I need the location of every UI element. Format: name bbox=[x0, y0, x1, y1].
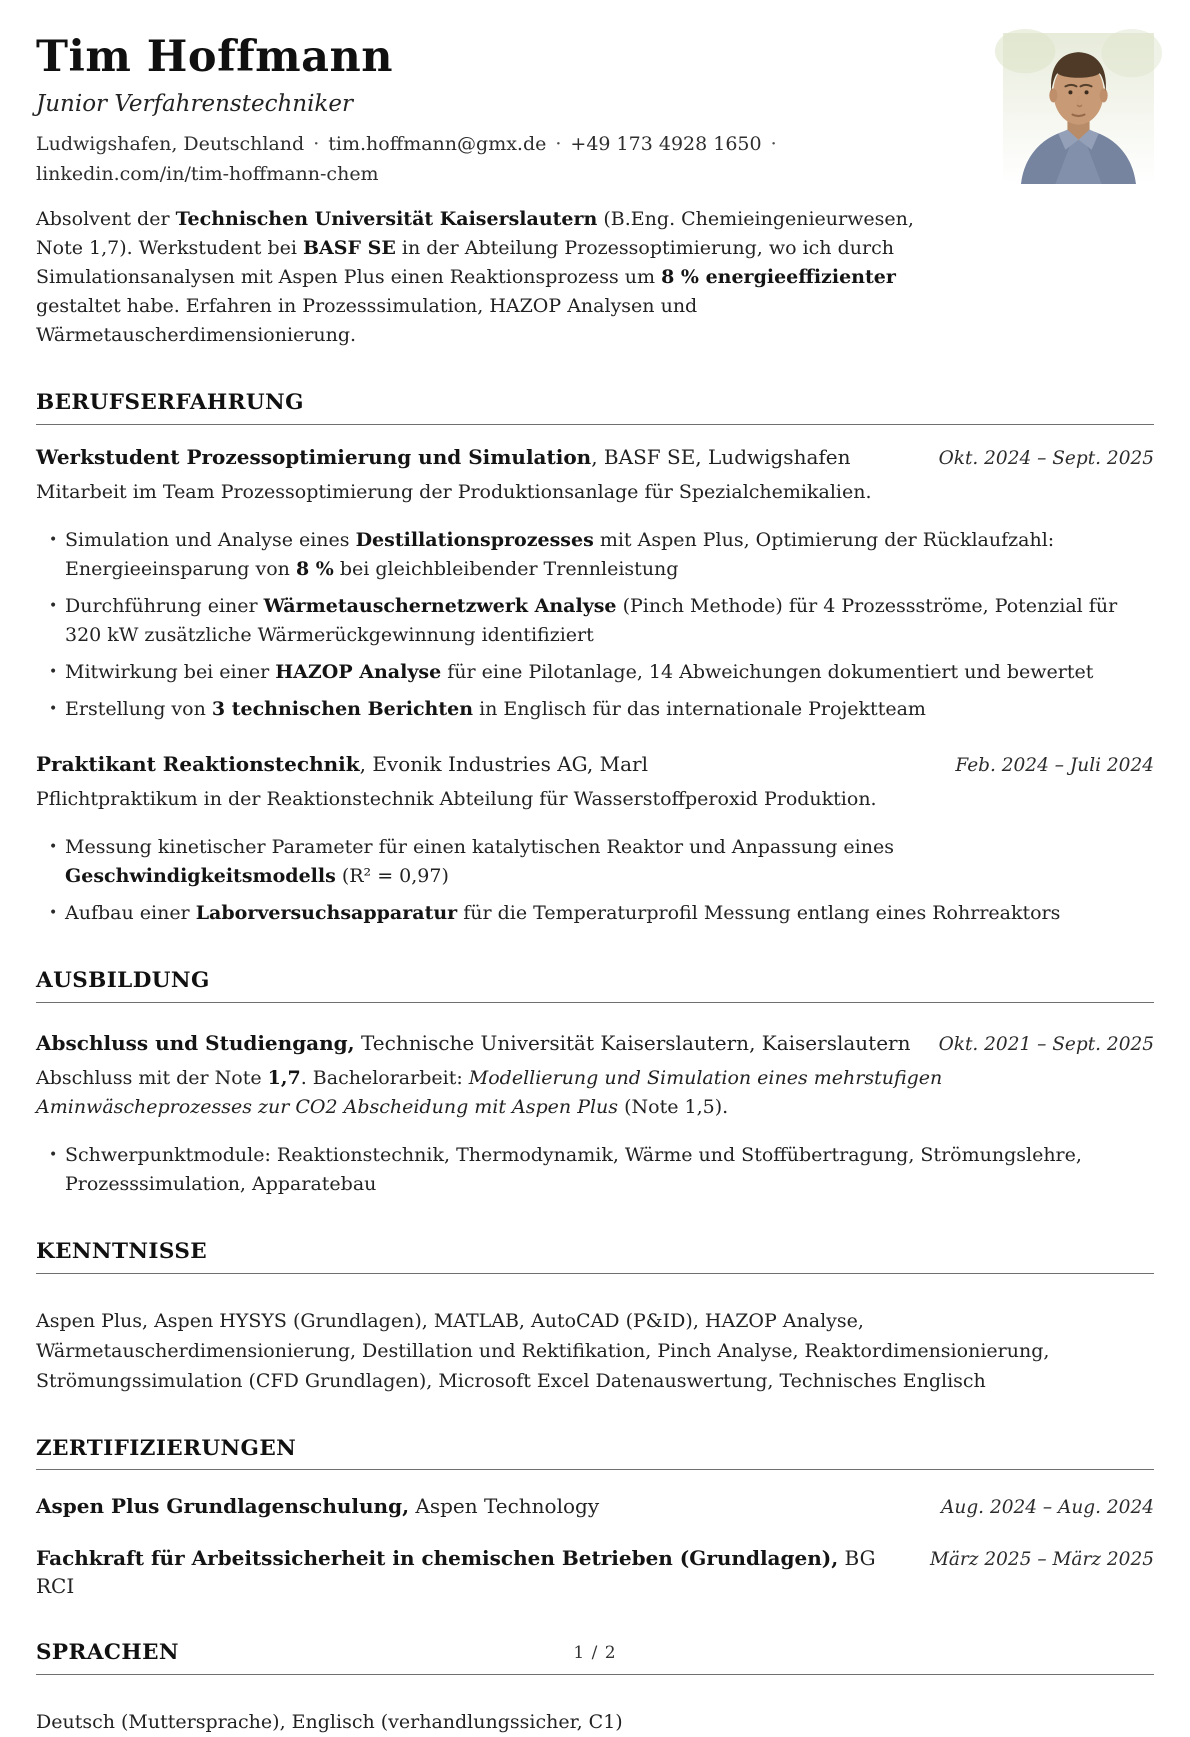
bullet-item: • Mitwirkung bei einer HAZOP Analyse für eine Pilotanlage, 14 Abweichungen dokumentiert und bewertet bbox=[36, 658, 1154, 687]
experience-entry bbox=[36, 443, 1154, 724]
section-heading-experience: BERUFSERFAHRUNG bbox=[36, 390, 304, 416]
bullet-list bbox=[36, 526, 1154, 724]
entry-title: Fachkraft für Arbeitssicherheit in chemischen Betrieben (Grundlagen), BG RCI bbox=[36, 1546, 876, 1599]
contact-separator: · bbox=[770, 133, 777, 156]
entry-head bbox=[36, 750, 1154, 778]
bullet-list bbox=[36, 833, 1154, 928]
section-divider bbox=[36, 1273, 1154, 1274]
contact-location: Ludwigshafen, Deutschland bbox=[36, 133, 305, 156]
entry-summary: Mitarbeit im Team Prozessoptimierung der Produktionsanlage für Spezialchemikalien. bbox=[36, 481, 872, 504]
portrait-illustration bbox=[1003, 33, 1154, 184]
entry-title: Werkstudent Prozessoptimierung und Simulation, BASF SE, Ludwigshafen bbox=[36, 445, 851, 470]
entry-date: Okt. 2024 – Sept. 2025 bbox=[938, 448, 1154, 470]
section-divider bbox=[36, 1002, 1154, 1003]
candidate-name: Tim Hoffmann bbox=[36, 32, 393, 82]
bullet-item: • Messung kinetischer Parameter für einen katalytischen Reaktor und Anpassung eines Geschwindigkeitsmodells (R² = 0,97) bbox=[36, 833, 1154, 891]
languages-text: Deutsch (Muttersprache), Englisch (verhandlungssicher, C1) bbox=[36, 1711, 623, 1734]
entry-head bbox=[36, 1029, 1154, 1057]
bullet-list bbox=[36, 1141, 1154, 1199]
contact-email: tim.hoffmann@gmx.de bbox=[328, 133, 547, 156]
bullet-item: • Simulation und Analyse eines Destillationsprozesses mit Aspen Plus, Optimierung der Rücklaufzahl: Energieeinsparung von 8 % bei gleichbleibender Trennleistung bbox=[36, 526, 1154, 584]
bullet-item: • Aufbau einer Laborversuchsapparatur für die Temperaturprofil Messung entlang eines Rohrreaktors bbox=[36, 899, 1154, 928]
page-number: 1 / 2 bbox=[573, 1643, 617, 1663]
entry-head bbox=[36, 1492, 1154, 1520]
section-heading-education: AUSBILDUNG bbox=[36, 968, 210, 994]
bullet-item: • Schwerpunktmodule: Reaktionstechnik, Thermodynamik, Wärme und Stoffübertragung, Strömungslehre, Prozesssimulation, Apparatebau bbox=[36, 1141, 1154, 1199]
entry-date: Feb. 2024 – Juli 2024 bbox=[955, 755, 1154, 777]
contact-line-1 bbox=[36, 129, 983, 159]
section-education bbox=[36, 968, 1154, 1199]
section-divider bbox=[36, 1674, 1154, 1675]
candidate-title: Junior Verfahrenstechniker bbox=[36, 91, 353, 118]
bullet-item: • Erstellung von 3 technischen Berichten in Englisch für das internationale Projektteam bbox=[36, 695, 1154, 724]
entry-date: Okt. 2021 – Sept. 2025 bbox=[938, 1033, 1154, 1055]
certification-entry bbox=[36, 1492, 1154, 1520]
profile-photo bbox=[1003, 33, 1154, 184]
entry-title: Praktikant Reaktionstechnik, Evonik Industries AG, Marl bbox=[36, 752, 648, 777]
bullet-item: • Durchführung einer Wärmetauschernetzwerk Analyse (Pinch Methode) für 4 Prozessströme, Potenzial für 320 kW zusätzliche Wärmerückgewinnung identifiziert bbox=[36, 592, 1154, 650]
section-certifications bbox=[36, 1436, 1154, 1601]
section-heading-certifications: ZERTIFIZIERUNGEN bbox=[36, 1435, 297, 1461]
experience-entry bbox=[36, 750, 1154, 928]
entry-title: Aspen Plus Grundlagenschulung, Aspen Technology bbox=[36, 1494, 600, 1519]
education-entry bbox=[36, 1029, 1154, 1199]
contact-separator: · bbox=[313, 133, 320, 156]
profile-summary: Absolvent der Technischen Universität Kaiserslautern (B.Eng. Chemieingenieurwesen, Note 1,7). Werkstudent bei BASF SE in der Abteilung Prozessoptimierung, wo ich durch Simulationsanalysen mit Aspen Plus einen Reaktionsprozess um 8 % energieeffizienter gestaltet habe. Erfahren in Prozesssimulation, HAZOP Analysen und Wärmetauscherdimensionierung. bbox=[36, 208, 914, 347]
header bbox=[36, 26, 1154, 189]
contact-linkedin: linkedin.com/in/tim-hoffmann-chem bbox=[36, 163, 379, 186]
section-skills bbox=[36, 1239, 1154, 1396]
header-identity bbox=[36, 26, 1003, 189]
skills-text: Aspen Plus, Aspen HYSYS (Grundlagen), MATLAB, AutoCAD (P&ID), HAZOP Analyse, Wärmetauscherdimensionierung, Destillation und Rektifikation, Pinch Analyse, Reaktordimensionierung, Strömungssimulation (CFD Grundlagen), Microsoft Excel Datenauswertung, Technisches Englisch bbox=[36, 1309, 1050, 1392]
section-divider bbox=[36, 1469, 1154, 1470]
section-experience bbox=[36, 390, 1154, 928]
contact-line-2 bbox=[36, 159, 983, 189]
contact-phone: +49 173 4928 1650 bbox=[570, 133, 762, 156]
entry-head bbox=[36, 1544, 1154, 1600]
certification-entry bbox=[36, 1544, 1154, 1600]
section-heading-skills: KENNTNISSE bbox=[36, 1238, 208, 1264]
entry-title: Abschluss und Studiengang, Technische Universität Kaiserslautern, Kaiserslautern bbox=[36, 1030, 911, 1055]
entry-summary: Pflichtpraktikum in der Reaktionstechnik Abteilung für Wasserstoffperoxid Produktion. bbox=[36, 788, 877, 811]
entry-summary: Abschluss mit der Note 1,7. Bachelorarbeit: Modellierung und Simulation eines mehrstufigen Aminwäscheprozesses zur CO2 Abscheidung mit Aspen Plus (Note 1,5). bbox=[36, 1066, 943, 1118]
contact-block bbox=[36, 129, 983, 189]
entry-head bbox=[36, 443, 1154, 471]
contact-separator: · bbox=[555, 133, 562, 156]
entry-date: März 2025 – März 2025 bbox=[929, 1549, 1154, 1571]
section-heading-languages: SPRACHEN bbox=[36, 1640, 179, 1666]
section-divider bbox=[36, 424, 1154, 425]
entry-date: Aug. 2024 – Aug. 2024 bbox=[941, 1497, 1154, 1519]
